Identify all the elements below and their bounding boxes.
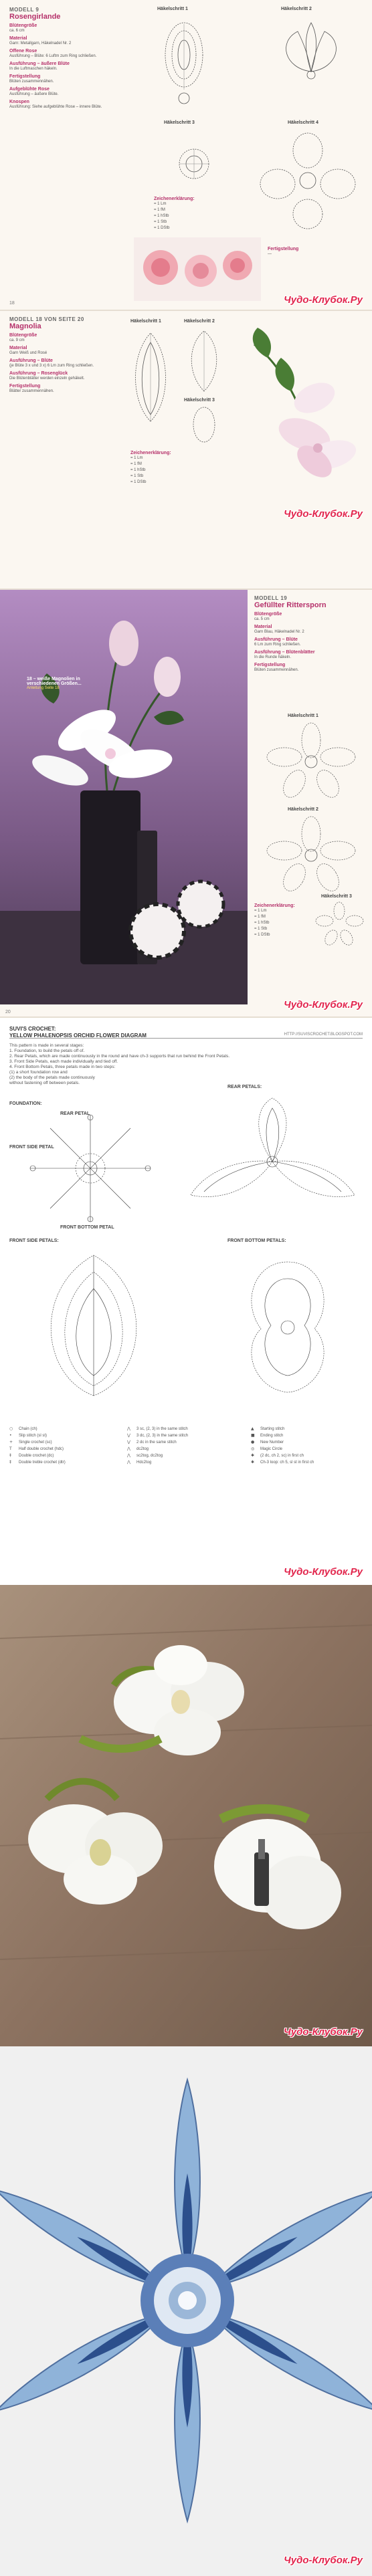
diagram-label-2: Häkelschritt 2 [288, 807, 318, 812]
legend-text: Hdc2tog [136, 1461, 152, 1465]
section-text: Blätter zusammennähen. [9, 389, 54, 393]
legend-item [9, 1453, 123, 1459]
finish-label: Fertigstellung [268, 247, 299, 251]
legend-text: dc2tog [136, 1447, 149, 1451]
rose-diagram-4 [254, 130, 361, 231]
watermark: Чудо-Клубок.Ру [284, 2555, 363, 2566]
watermark: Чудо-Клубок.Ру [284, 1566, 363, 1578]
legend-text: 3 dc, (2, 3) in the same stitch [136, 1434, 189, 1438]
legend-markers [251, 1426, 365, 1466]
legend-item [127, 1426, 244, 1432]
stitch-symbol-icon: • [9, 1433, 12, 1438]
magnolia-photo [241, 318, 365, 505]
rosengirlande-text [9, 7, 116, 110]
legend-text: Magic Circle [260, 1447, 283, 1451]
legend-text: Single crochet (sc) [19, 1440, 52, 1444]
finish-note [268, 244, 361, 257]
page-title: Rosengirlande [9, 13, 61, 21]
stitch-symbol-icon: ✱ [251, 1453, 255, 1458]
section-text: Ausführung – äußere Blüte. [9, 92, 59, 96]
legend [154, 194, 195, 231]
legend-text: Ch-3 loop: ch 5, sl st in first ch [260, 1461, 314, 1465]
intro-line: 1. Foundation, to build the petals off of. [9, 1049, 85, 1053]
rose-diagram-2 [264, 15, 358, 88]
legend-item: = 1 fM [154, 208, 165, 212]
legend-text: Slip stitch (sl st) [19, 1434, 48, 1438]
section-label: Knospen [9, 100, 29, 104]
larkspur-diagram-3 [314, 901, 365, 948]
legend-item: = 1 hStb [130, 468, 146, 472]
legend [130, 448, 171, 486]
section-text: Garn Weiß und Rosé [9, 351, 48, 355]
legend-item: = 1 Stb [130, 474, 144, 478]
page-title: Magnolia [9, 322, 41, 330]
section-label: Offene Rose [9, 49, 37, 53]
model-label: MODELL 9 [9, 7, 39, 13]
legend-text: Half double crochet (hdc) [19, 1447, 64, 1451]
diagram-label-3: Häkelschritt 3 [321, 894, 352, 899]
legend-item: = 1 Lm [254, 909, 267, 913]
stitch-symbol-icon: T [9, 1446, 12, 1451]
stitch-symbol-icon: + [9, 1440, 13, 1444]
diagram-label-3: Häkelschritt 3 [184, 398, 215, 403]
legend-text: Double treble crochet (dtr) [19, 1461, 66, 1465]
header-divider [9, 1038, 363, 1039]
magnolia-diagram-1 [127, 328, 174, 428]
intro-line: (2) the body of the petals made continuously [9, 1075, 95, 1080]
intro-line: This pattern is made in several stages: [9, 1043, 84, 1048]
legend-text: 3 sc, (2, 3) in the same stitch [136, 1427, 188, 1431]
model-label: MODELL 18 VON SEITE 20 [9, 316, 84, 322]
section-label: Material [254, 625, 272, 629]
legend-item: = 1 Lm [130, 456, 143, 460]
model-label: MODELL 19 [254, 595, 288, 601]
section-text: ca. 5 cm [254, 617, 270, 621]
stitch-symbol-icon: ⋀ [127, 1460, 130, 1465]
rear-petal-label: REAR PETAL [60, 1111, 90, 1116]
section-text: Blüten zusammennähen. [254, 668, 299, 672]
legend-text: Ending stitch [260, 1434, 284, 1438]
stitch-symbol-icon: ⋀ [127, 1453, 130, 1458]
legend-item [127, 1446, 244, 1453]
section-label: Material [9, 36, 27, 41]
section-text: ca. 9 cm [9, 338, 25, 342]
section-label: Ausführung – Blüte [254, 637, 298, 642]
orchid-photo [0, 1585, 372, 2046]
front-bottom-petals-label: FRONT BOTTOM PETALS: [227, 1239, 286, 1243]
intro-line: 2. Rear Petals, which are made continuously in the round and have ch-3 supports that run behind the Front Petals. [9, 1054, 230, 1059]
photo-caption [27, 677, 107, 690]
rittersporn-text [254, 595, 368, 673]
section-text: Blüten zusammennähen. [9, 80, 54, 84]
magnolia-vase-photo [0, 590, 248, 1004]
legend-item: = 1 hStb [154, 214, 169, 218]
section-label: Ausführung – äußere Blüte [9, 62, 70, 66]
legend-item: = 1 DStb [130, 480, 147, 484]
front-bottom-petal-label: FRONT BOTTOM PETAL [60, 1225, 114, 1230]
section-text: Garn Blau, Häkelnadel Nr. 2 [254, 630, 304, 634]
rittersporn-page [0, 588, 372, 1016]
rear-petals-label: REAR PETALS: [227, 1085, 262, 1089]
stitch-symbol-icon: ○ [9, 1426, 13, 1431]
section-label: Ausführung – Blütenblätter [254, 650, 315, 655]
legend-text: New Number [260, 1440, 284, 1444]
legend-item: = 1 DStb [154, 226, 170, 230]
legend-item [251, 1432, 365, 1439]
larkspur-diagram-2 [261, 814, 361, 894]
blog-name: SUVI'S CROCHET: [9, 1026, 56, 1032]
legend-text: Double crochet (dc) [19, 1454, 54, 1458]
section-text: 6 Lm zum Ring schließen. [254, 643, 301, 647]
watermark: Чудо-Клубок.Ру [284, 2026, 363, 2038]
intro-line: without fastening off between petals. [9, 1081, 80, 1085]
legend-item [251, 1439, 365, 1446]
stitch-symbol-icon: ⋁ [127, 1440, 130, 1444]
legend-title: Zeichenerklärung: [130, 451, 171, 455]
front-side-petals-diagram [27, 1249, 161, 1402]
foundation-diagram [13, 1108, 167, 1228]
legend-item: = 1 hStb [254, 921, 270, 925]
intro-text [9, 1043, 230, 1086]
legend-item: = 1 fM [254, 915, 266, 919]
stitch-symbol-icon: ✱ [251, 1460, 255, 1465]
legend-item: = 1 DStb [254, 933, 270, 937]
stitch-symbol-icon: ▲ [251, 1426, 254, 1431]
stitch-symbol-icon: ‡ [9, 1453, 11, 1458]
section-label: Aufgeblühte Rose [9, 87, 50, 92]
section-label: Blütengröße [254, 612, 282, 617]
stitch-symbol-icon: ◎ [251, 1446, 255, 1451]
stitch-symbol-icon: ‡ [9, 1460, 11, 1465]
rear-petals-diagram [181, 1095, 365, 1228]
legend-item [9, 1459, 123, 1466]
section-text: In die Runde häkeln. [254, 655, 292, 659]
page-number: 20 [5, 1010, 11, 1014]
legend-item: = 1 Stb [254, 927, 268, 931]
foundation-label: FOUNDATION: [9, 1101, 42, 1106]
diagram-label-4: Häkelschritt 4 [288, 120, 318, 125]
caption-title: 18 – weiße Magnolien in verschiedenen Größen... [27, 677, 82, 686]
blue-flower-image [0, 2046, 372, 2576]
legend-item [127, 1453, 244, 1459]
larkspur-diagram-1 [261, 720, 361, 800]
legend-item [251, 1453, 365, 1459]
front-side-petals-label: FRONT SIDE PETALS: [9, 1239, 59, 1243]
legend-text: Starting stitch [260, 1427, 285, 1431]
diagram-label-1: Häkelschritt 1 [130, 319, 161, 324]
legend-text: sc2tog, dc2tog [136, 1454, 163, 1458]
rose-diagram-3 [151, 130, 238, 191]
legend-basic-stitches [9, 1426, 123, 1466]
stitch-symbol-icon: ⋀ [127, 1426, 130, 1431]
section-text: Garn: Metallgarn, Häkelnadel Nr. 2 [9, 41, 72, 45]
stitch-symbol-icon: ● [251, 1440, 255, 1444]
finish-text: — [268, 252, 272, 256]
watermark: Чудо-Клубок.Ру [284, 508, 363, 520]
blog-url: HTTP://SUVISCROCHET.BLOGSPOT.COM [284, 1033, 363, 1037]
stitch-symbol-icon: ⋀ [127, 1446, 130, 1451]
legend-item [127, 1459, 244, 1466]
front-bottom-petals-diagram [214, 1249, 361, 1402]
section-label: Ausführung – Blüte [9, 358, 53, 363]
legend-combined-stitches [127, 1426, 244, 1466]
legend-item [9, 1446, 123, 1453]
legend-text: (2 dc, ch 2, sc) in first ch [260, 1454, 304, 1458]
section-text: Ausführung: Siehe aufgeblühte Rose – innere Blüte. [9, 105, 102, 109]
magnolia-diagram-3 [187, 405, 221, 445]
diagram-label-3: Häkelschritt 3 [164, 120, 195, 125]
legend [254, 901, 295, 938]
section-label: Blütengröße [9, 23, 37, 28]
intro-line: 3. Front Side Petals, each made individually and tied off. [9, 1059, 118, 1064]
section-label: Material [9, 346, 27, 350]
legend-item: = 1 Stb [154, 220, 167, 224]
diagram-label-2: Häkelschritt 2 [184, 319, 215, 324]
legend-title: Zeichenerklärung: [154, 197, 195, 201]
legend-item [9, 1432, 123, 1439]
legend-item [251, 1459, 365, 1466]
legend-item [127, 1439, 244, 1446]
caption-sub: Anleitung Seite 18 [27, 686, 60, 690]
section-label: Ausführung – Rosenglück [9, 371, 68, 376]
watermark: Чудо-Клубок.Ру [284, 294, 363, 306]
magnolia-page [0, 310, 372, 588]
stitch-symbol-icon: ■ [251, 1433, 255, 1438]
page-title: Gefüllter Rittersporn [254, 601, 327, 609]
page-number: 18 [9, 301, 15, 306]
blue-flower-photo [0, 2046, 372, 2576]
front-side-petal-label: FRONT SIDE PETAL [9, 1145, 54, 1150]
section-label: Fertigstellung [254, 663, 286, 667]
legend-text: 2 dc in the same stitch [136, 1440, 177, 1444]
section-text: (je Blüte 3 x und 3 x) 6 Lm zum Ring schließen. [9, 364, 94, 368]
legend-item [251, 1446, 365, 1453]
orchid-diagram-page [0, 1016, 372, 1585]
page-title: YELLOW PHALENOPSIS ORCHID FLOWER DIAGRAM [9, 1033, 147, 1039]
watermark: Чудо-Клубок.Ру [284, 999, 363, 1010]
legend-item [251, 1426, 365, 1432]
legend-item [127, 1432, 244, 1439]
intro-line: 4. Front Bottom Petals, three petals made in two steps: [9, 1065, 116, 1069]
rose-diagram-1 [141, 15, 227, 115]
diagram-label-1: Häkelschritt 1 [157, 7, 188, 11]
section-text: ca. 6 cm [9, 29, 25, 33]
diagram-label-1: Häkelschritt 1 [288, 714, 318, 718]
stitch-symbol-icon: ⋁ [127, 1433, 130, 1438]
section-text: In die Luftmaschen häkeln. [9, 67, 58, 71]
section-text: Die Blütenblätter werden einzeln gehäkelt. [9, 377, 85, 381]
section-text: Ausführung – Blüte: 6 Luftm zum Ring schließen. [9, 54, 97, 58]
rosengirlande-page [0, 0, 372, 310]
legend-title: Zeichenerklärung: [254, 903, 295, 908]
white-orchid-photo [0, 1585, 372, 2046]
legend-item: = 1 Lm [154, 202, 167, 206]
legend-item [9, 1426, 123, 1432]
magnolia-diagram-2 [184, 328, 224, 395]
legend-item: = 1 fM [130, 462, 142, 466]
legend-text: Chain (ch) [19, 1427, 37, 1431]
magnolia-text [9, 316, 120, 394]
legend-item [9, 1439, 123, 1446]
section-label: Blütengröße [9, 333, 37, 338]
rose-photo [134, 237, 261, 301]
section-label: Fertigstellung [9, 384, 41, 389]
diagram-label-2: Häkelschritt 2 [281, 7, 312, 11]
intro-line: (1) a short foundation row and [9, 1070, 68, 1075]
section-label: Fertigstellung [9, 74, 41, 79]
